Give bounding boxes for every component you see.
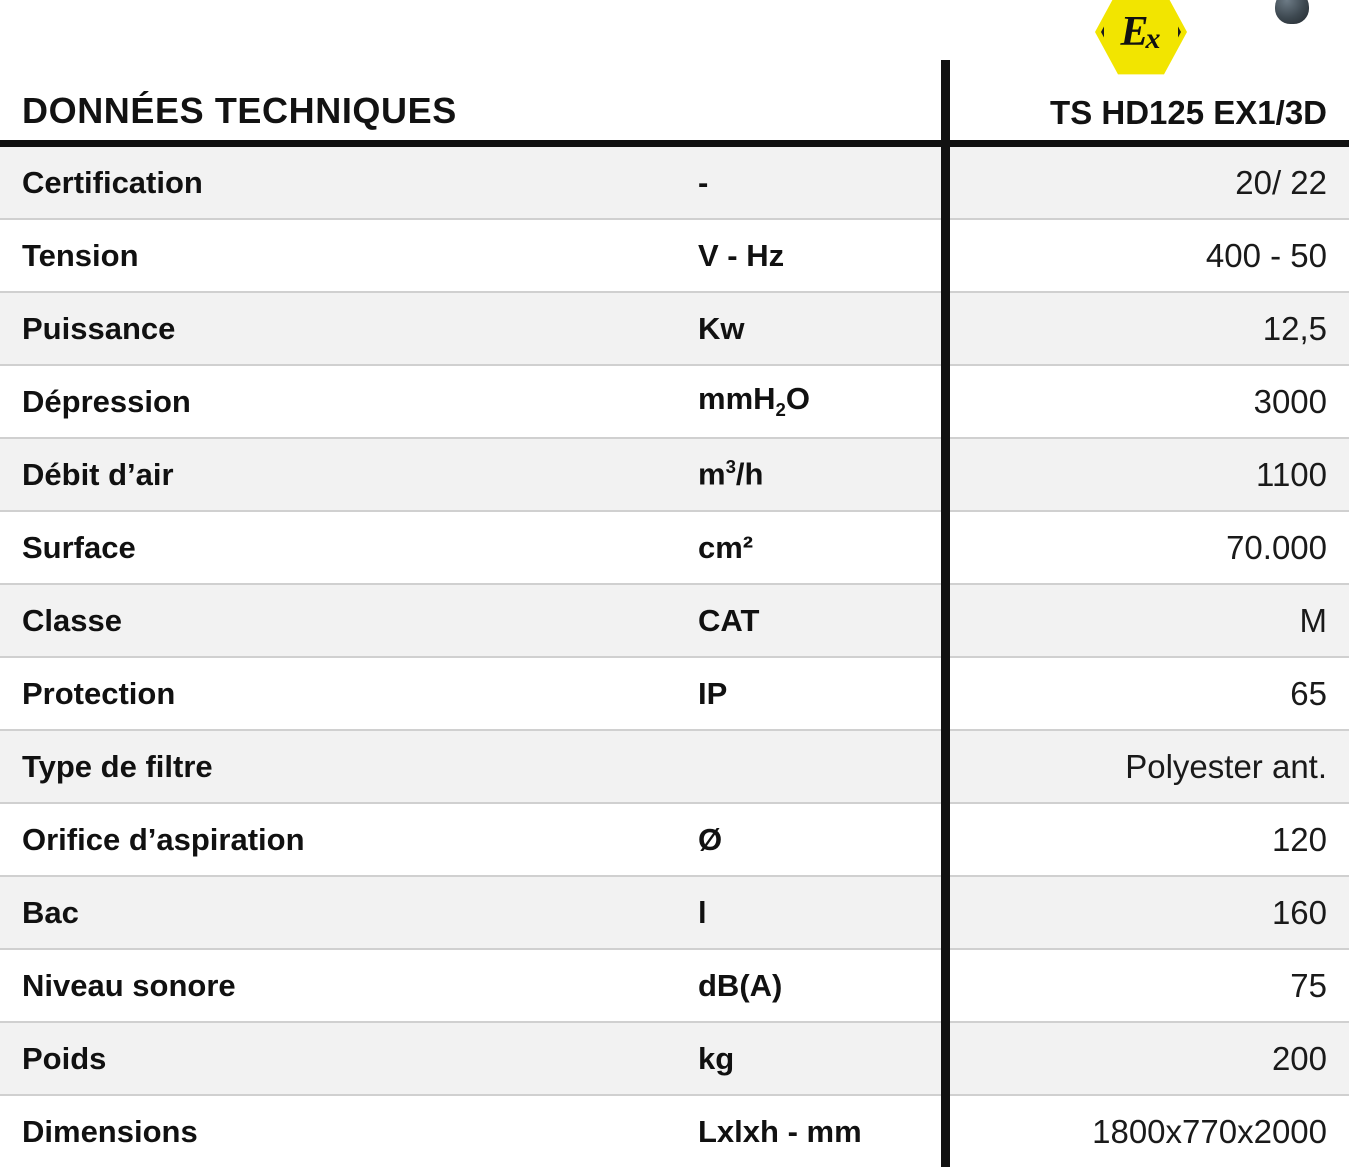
row-unit: dB(A) <box>690 949 945 1022</box>
table-row <box>0 803 1349 876</box>
table-row <box>0 949 1349 1022</box>
row-label: Surface <box>0 511 690 584</box>
row-value: 200 <box>945 1022 1349 1095</box>
row-value: 1800x770x2000 <box>945 1095 1349 1167</box>
table-row <box>0 365 1349 438</box>
row-value: M <box>945 584 1349 657</box>
row-value: 65 <box>945 657 1349 730</box>
row-label: Orifice d’aspiration <box>0 803 690 876</box>
row-unit: Ø <box>690 803 945 876</box>
table-row <box>0 438 1349 511</box>
row-unit <box>690 730 945 803</box>
table-header-row <box>0 60 1349 144</box>
row-value: 70.000 <box>945 511 1349 584</box>
row-label: Dimensions <box>0 1095 690 1167</box>
row-unit: kg <box>690 1022 945 1095</box>
table-title: DONNÉES TECHNIQUES <box>0 60 945 144</box>
row-label: Classe <box>0 584 690 657</box>
row-unit: $m^3/h$ <box>690 438 945 511</box>
row-label: Niveau sonore <box>0 949 690 1022</box>
row-label: Protection <box>0 657 690 730</box>
row-value: 20/ 22 <box>945 144 1349 220</box>
table-row <box>0 657 1349 730</box>
row-unit: V - Hz <box>690 219 945 292</box>
atex-label: E x <box>1120 9 1160 55</box>
row-value: 120 <box>945 803 1349 876</box>
table-row <box>0 144 1349 220</box>
row-unit: cm² <box>690 511 945 584</box>
row-value: 160 <box>945 876 1349 949</box>
row-value: 400 - 50 <box>945 219 1349 292</box>
column-header-model: TS HD125 EX1/3D <box>945 60 1349 144</box>
table-row <box>0 1022 1349 1095</box>
row-unit: - <box>690 144 945 220</box>
row-label: Certification <box>0 144 690 220</box>
row-value: 3000 <box>945 365 1349 438</box>
table-row <box>0 219 1349 292</box>
row-unit: CAT <box>690 584 945 657</box>
row-label: Puissance <box>0 292 690 365</box>
table-row <box>0 876 1349 949</box>
row-label: Dépression <box>0 365 690 438</box>
row-value: 12,5 <box>945 292 1349 365</box>
row-unit: l <box>690 876 945 949</box>
row-unit: IP <box>690 657 945 730</box>
table-row <box>0 292 1349 365</box>
row-label: Poids <box>0 1022 690 1095</box>
row-unit: Lxlxh - mm <box>690 1095 945 1167</box>
table-row <box>0 511 1349 584</box>
table-row <box>0 730 1349 803</box>
row-value: 1100 <box>945 438 1349 511</box>
decorative-nozzle-icon <box>1275 0 1309 24</box>
table-row <box>0 584 1349 657</box>
row-value: Polyester ant. <box>945 730 1349 803</box>
row-unit: mmH$_2$O <box>690 365 945 438</box>
row-label: Type de filtre <box>0 730 690 803</box>
row-label: Débit d’air <box>0 438 690 511</box>
table-row <box>0 1095 1349 1167</box>
row-label: Bac <box>0 876 690 949</box>
specifications-table <box>0 60 1349 1167</box>
row-value: 75 <box>945 949 1349 1022</box>
row-unit: Kw <box>690 292 945 365</box>
row-label: Tension <box>0 219 690 292</box>
